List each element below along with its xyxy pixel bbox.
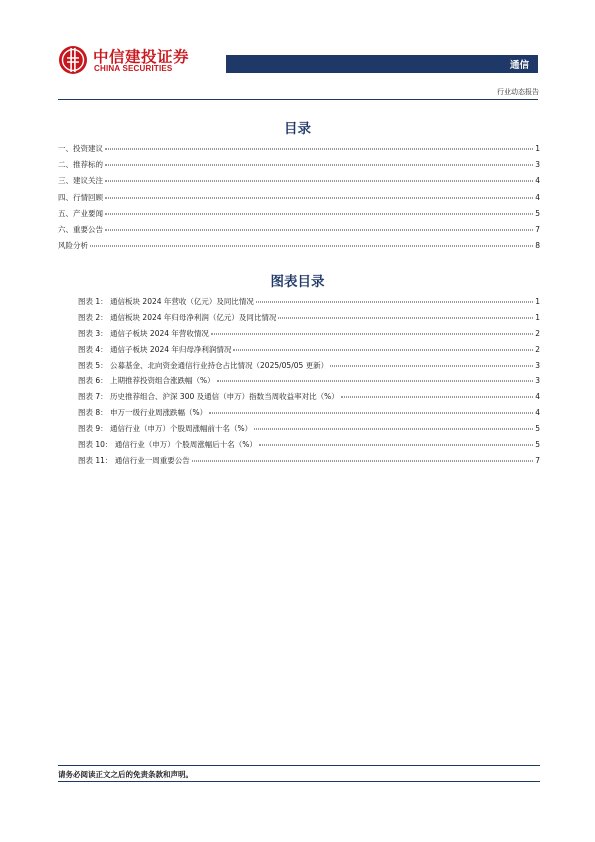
figure-entry-page-number: 2 bbox=[535, 328, 540, 338]
figure-entry[interactable] bbox=[78, 360, 540, 376]
dot-leader bbox=[192, 460, 533, 461]
toc-entry-page-number: 4 bbox=[535, 176, 540, 186]
dot-leader bbox=[330, 365, 533, 366]
toc-entry-page-number: 3 bbox=[535, 160, 540, 170]
figure-entry[interactable] bbox=[78, 312, 540, 328]
figure-entry-label: 图表 6： 上期推荐投资组合涨跌幅（%） bbox=[78, 376, 215, 386]
dot-leader bbox=[254, 429, 533, 430]
figure-entry-label: 图表 9： 通信行业（申万）个股周涨幅前十名（%） bbox=[78, 424, 253, 434]
toc-entry-label: 五、产业要闻 bbox=[58, 208, 103, 218]
figure-entry[interactable] bbox=[78, 407, 540, 423]
industry-label: 通信 bbox=[509, 60, 529, 71]
china-securities-logo-icon bbox=[58, 45, 88, 75]
toc-entry-page-number: 4 bbox=[535, 192, 540, 202]
dot-leader bbox=[259, 445, 533, 446]
toc-entry-label: 一、投资建议 bbox=[58, 144, 103, 153]
dot-leader bbox=[105, 149, 533, 150]
figure-entry[interactable] bbox=[78, 391, 540, 407]
dot-leader bbox=[256, 302, 533, 303]
figure-entry-label: 图表 5： 公募基金、北向资金通信行业持仓占比情况（2025/05/05 更新） bbox=[78, 360, 329, 370]
toc-entry-page-number: 7 bbox=[535, 224, 540, 234]
toc-entry[interactable] bbox=[58, 208, 540, 224]
header-divider bbox=[58, 99, 538, 100]
toc-list bbox=[58, 143, 540, 256]
figure-entry-page-number: 3 bbox=[535, 376, 540, 386]
toc-entry-label: 四、行情回顾 bbox=[58, 192, 103, 202]
logo-cn-text: 中信建投证券 bbox=[93, 48, 190, 66]
toc-entry[interactable] bbox=[58, 159, 540, 175]
toc-entry-label: 风险分析 bbox=[58, 241, 88, 251]
figures-title: 图表目录 bbox=[270, 274, 325, 290]
figure-entry-page-number: 4 bbox=[535, 408, 540, 418]
figure-entry[interactable] bbox=[78, 455, 540, 471]
toc-entry-page-number: 1 bbox=[535, 144, 540, 153]
toc-entry-label: 二、推荐标的 bbox=[58, 160, 103, 170]
dot-leader bbox=[105, 181, 533, 182]
toc-entry-label: 三、建议关注 bbox=[58, 176, 103, 186]
figure-entry-page-number: 1 bbox=[535, 312, 540, 322]
dot-leader bbox=[105, 213, 533, 214]
figure-entry[interactable] bbox=[78, 423, 540, 439]
dot-leader bbox=[233, 349, 533, 350]
figure-entry-label: 图表 3： 通信子板块 2024 年营收情况 bbox=[78, 328, 209, 338]
toc-entry[interactable] bbox=[58, 240, 540, 256]
figures-list bbox=[78, 296, 540, 471]
dot-leader bbox=[278, 317, 533, 318]
dot-leader bbox=[209, 413, 533, 414]
figure-entry-label: 图表 8： 申万一级行业周涨跌幅（%） bbox=[78, 408, 208, 418]
figure-entry-page-number: 1 bbox=[535, 297, 540, 306]
figure-entry-label: 图表 4： 通信子板块 2024 年归母净利润情况 bbox=[78, 344, 232, 354]
toc-entry[interactable] bbox=[58, 175, 540, 191]
toc-entry-page-number: 8 bbox=[535, 241, 540, 251]
industry-banner bbox=[226, 55, 538, 73]
footer-divider-bottom bbox=[58, 781, 540, 782]
toc-entry[interactable] bbox=[58, 224, 540, 240]
footer-disclaimer: 请务必阅读正文之后的免责条款和声明。 bbox=[58, 770, 193, 779]
figure-entry[interactable] bbox=[78, 375, 540, 391]
toc-entry-label: 六、重要公告 bbox=[58, 224, 103, 234]
figure-entry-label: 图表 11： 通信行业一周重要公告 bbox=[78, 455, 190, 465]
dot-leader bbox=[211, 333, 533, 334]
dot-leader bbox=[217, 381, 534, 382]
figure-entry-label: 图表 7： 历史推荐组合、沪深 300 及通信（申万）指数当周收益率对比（%） bbox=[78, 392, 339, 402]
figure-entry[interactable] bbox=[78, 344, 540, 360]
logo-en-text: CHINA SECURITIES bbox=[94, 64, 173, 73]
figure-entry[interactable] bbox=[78, 296, 540, 312]
figure-entry-page-number: 5 bbox=[535, 440, 540, 450]
figure-entry-page-number: 2 bbox=[535, 344, 540, 354]
figure-entry-page-number: 7 bbox=[535, 455, 540, 465]
dot-leader bbox=[90, 246, 533, 247]
figure-entry-label: 图表 10： 通信行业（申万）个股周涨幅后十名（%） bbox=[78, 440, 257, 450]
figure-entry-page-number: 5 bbox=[535, 424, 540, 434]
report-type: 行业动态报告 bbox=[497, 88, 539, 96]
dot-leader bbox=[105, 229, 533, 230]
dot-leader bbox=[341, 397, 533, 398]
figure-entry[interactable] bbox=[78, 439, 540, 455]
figure-entry-page-number: 4 bbox=[535, 392, 540, 402]
figure-entry-label: 图表 2： 通信板块 2024 年归母净利润（亿元）及同比情况 bbox=[78, 312, 277, 322]
footer-divider-top bbox=[58, 765, 540, 766]
toc-entry-page-number: 5 bbox=[535, 208, 540, 218]
toc-title: 目录 bbox=[284, 121, 311, 137]
company-logo bbox=[58, 44, 208, 78]
toc-entry[interactable] bbox=[58, 192, 540, 208]
dot-leader bbox=[105, 165, 533, 166]
dot-leader bbox=[105, 197, 533, 198]
toc-entry[interactable] bbox=[58, 143, 540, 159]
figure-entry-label: 图表 1： 通信板块 2024 年营收（亿元）及同比情况 bbox=[78, 297, 254, 306]
figure-entry[interactable] bbox=[78, 328, 540, 344]
figure-entry-page-number: 3 bbox=[535, 360, 540, 370]
